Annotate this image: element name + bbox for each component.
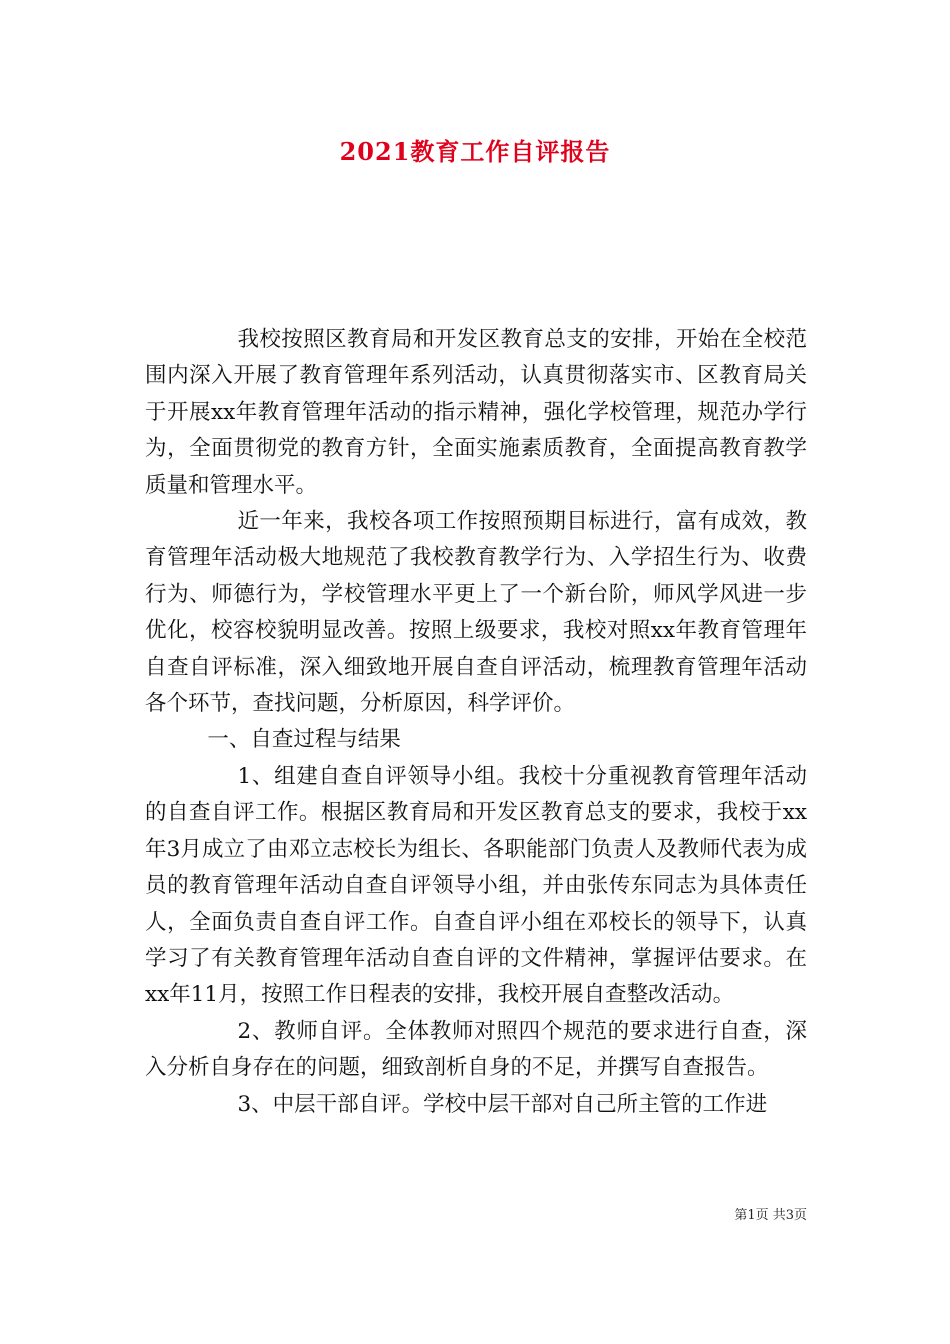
paragraph-item-2: 2、教师自评。全体教师对照四个规范的要求进行自查，深入分析自身存在的问题，细致剖析自身的不足，并撰写自查报告。: [145, 1018, 807, 1081]
page-number: 第1页 共3页: [734, 1208, 807, 1223]
paragraph-item-3: 3、中层干部自评。学校中层干部对自己所主管的工作进: [237, 1091, 768, 1117]
paragraph-intro: 我校按照区教育局和开发区教育总支的安排，开始在全校范围内深入开展了教育管理年系列活动，认真贯彻落实市、区教育局关于开展xx年教育管理年活动的指示精神，强化学校管理，规范办学行为，全面贯彻党的教育方针，全面实施素质教育，全面提高教育教学质量和管理水平。: [145, 327, 807, 498]
paragraph-summary: 近一年来，我校各项工作按照预期目标进行，富有成效，教育管理年活动极大地规范了我校教育教学行为、入学招生行为、收费行为、师德行为，学校管理水平更上了一个新台阶，师风学风进一步优化，校容校貌明显改善。按照上级要求，我校对照xx年教育管理年自查自评标准，深入细致地开展自查自评活动，梳理教育管理年活动各个环节，查找问题，分析原因，科学评价。: [145, 509, 807, 717]
paragraph-item-1: 1、组建自查自评领导小组。我校十分重视教育管理年活动的自查自评工作。根据区教育局和开发区教育总支的要求，我校于xx年3月成立了由邓立志校长为组长、各职能部门负责人及教师代表为成员的教育管理年活动自查自评领导小组，并由张传东同志为具体责任人，全面负责自查自评工作。自查自评小组在邓校长的领导下，认真学习了有关教育管理年活动自查自评的文件精神，掌握评估要求。在xx年11月，按照工作日程表的安排，我校开展自查整改活动。: [145, 763, 807, 1008]
section-heading: 一、自查过程与结果: [207, 727, 401, 753]
document-title: 2021教育工作自评报告: [339, 137, 611, 166]
document-body: [145, 322, 807, 1123]
